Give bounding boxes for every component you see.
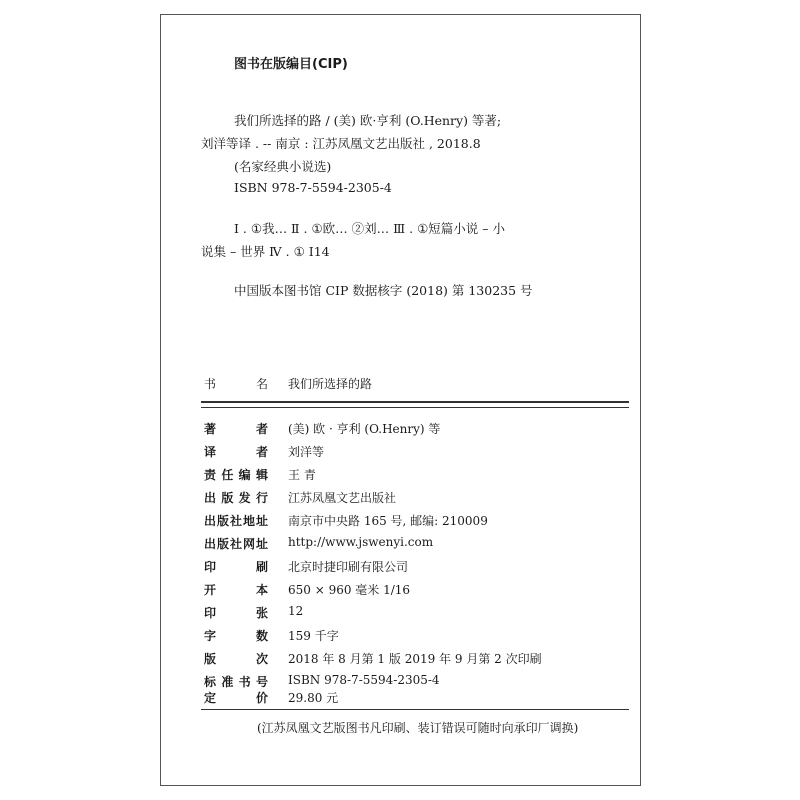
detail-value: http://www.jswenyi.com <box>288 535 434 549</box>
book-title-label: 书 名 <box>204 377 268 391</box>
detail-value: 2018 年 8 月第 1 版 2019 年 9 月第 2 次印刷 <box>288 652 542 666</box>
detail-label: 译 者 <box>204 445 268 459</box>
detail-value: 刘洋等 <box>288 445 325 459</box>
detail-value: ISBN 978-7-5594-2305-4 <box>288 673 440 687</box>
detail-label: 出版社地址 <box>204 514 268 528</box>
detail-label: 出版社网址 <box>204 537 268 551</box>
cip-line-series: (名家经典小说选) <box>234 159 332 174</box>
divider-thin <box>201 407 629 408</box>
detail-value: 北京时捷印刷有限公司 <box>288 560 409 574</box>
detail-value: 王 青 <box>288 468 316 482</box>
book-title-value: 我们所选择的路 <box>288 377 373 391</box>
detail-value: 江苏凤凰文艺出版社 <box>288 491 397 505</box>
detail-label: 印 张 <box>204 606 268 620</box>
copyright-page <box>160 14 641 786</box>
detail-value: 12 <box>288 604 304 618</box>
detail-label: 开 本 <box>204 583 268 597</box>
cip-heading: 图书在版编目(CIP) <box>234 57 348 72</box>
divider-thick <box>201 401 629 403</box>
detail-value: 159 千字 <box>288 629 339 643</box>
detail-label: 著 者 <box>204 422 268 436</box>
cip-line-translator: 刘洋等译 . -- 南京 : 江苏凤凰文艺出版社 , 2018.8 <box>201 136 481 151</box>
detail-label: 印 刷 <box>204 560 268 574</box>
detail-label: 定 价 <box>204 691 268 705</box>
detail-label: 标准书号 <box>204 675 268 689</box>
cip-line-subjects: Ⅰ . ①我… Ⅱ . ①欧… ②刘… Ⅲ . ①短篇小说 – 小 <box>234 221 505 236</box>
detail-label: 出版发行 <box>204 491 268 505</box>
cip-line-subjects-cont: 说集 – 世界 Ⅳ . ① I14 <box>201 244 330 259</box>
detail-value: 南京市中央路 165 号, 邮编: 210009 <box>288 514 488 528</box>
detail-value: 650 × 960 毫米 1/16 <box>288 583 411 597</box>
detail-value: (美) 欧 · 亨利 (O.Henry) 等 <box>288 422 441 436</box>
detail-label: 字 数 <box>204 629 268 643</box>
cip-line-title: 我们所选择的路 / (美) 欧·亨利 (O.Henry) 等著; <box>234 113 502 128</box>
cip-line-isbn: ISBN 978-7-5594-2305-4 <box>234 180 392 195</box>
divider-bottom <box>201 709 629 710</box>
footer-note: (江苏凤凰文艺版图书凡印刷、装订错误可随时向承印厂调换) <box>257 721 579 735</box>
cip-line-data-number: 中国版本图书馆 CIP 数据核字 (2018) 第 130235 号 <box>234 283 533 298</box>
detail-label: 版 次 <box>204 652 268 666</box>
detail-value: 29.80 元 <box>288 691 339 705</box>
detail-label: 责任编辑 <box>204 468 268 482</box>
